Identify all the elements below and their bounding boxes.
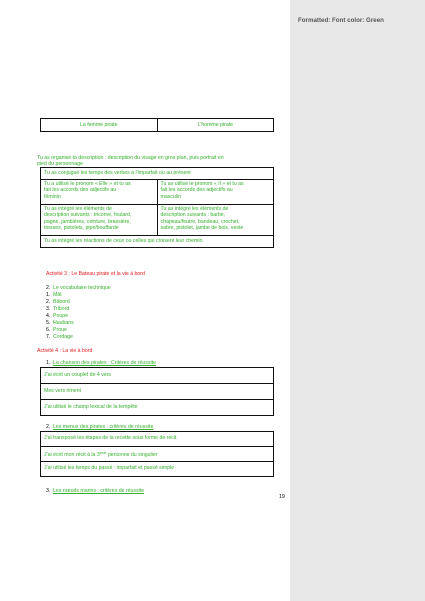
vocab-item: 1. Mât xyxy=(46,292,62,298)
elements-femme-cell: Tu as intégré les éléments de description suivants : tricorne, foulard, pagne, jambières, ceinture, brassière, tresses, pistolets, pipe/bouffarde xyxy=(41,205,158,236)
vocab-heading: 2. Le vocabulaire technique xyxy=(46,285,111,291)
menus-row: J'ai transposé les étapes de la recette sous forme de récit xyxy=(41,432,274,447)
menus-heading: 2. Les menus des pirates : critères de réussite xyxy=(46,424,154,430)
chanson-heading: 1. La chanson des pirates : Critères de réussite xyxy=(46,360,156,366)
activite4-title: Activité 4 : La vie à bord xyxy=(37,348,93,354)
noeuds-heading: 3. Les nœuds marins : critères de réussite xyxy=(46,488,145,494)
homme-pirate-cell: L'homme pirate xyxy=(157,119,274,132)
activite3-title: Activité 3 : Le Bateau pirate et la vie à bord xyxy=(46,271,145,277)
elements-homme-cell: Tu as intégré les éléments de description suivants : barbe, chapeau/feutre, bandeau, crochet, sabre, pistolet, jambe de bois, veste xyxy=(157,205,274,236)
femme-pirate-cell: La femme pirate xyxy=(41,119,158,132)
conjugue-row: Tu as conjugué les temps des verbes à l'imparfait ou au présent xyxy=(41,168,274,180)
vocab-item: 6. Proue xyxy=(46,327,67,333)
vocab-item: 3. Tribord xyxy=(46,306,70,312)
page-number: 19 xyxy=(279,494,285,500)
chanson-criteria-table xyxy=(40,367,274,416)
pronom-il-cell: Tu as utilisé le pronom « Il » et tu as fait les accords des adjectifs au masculin xyxy=(157,180,274,205)
comments-sidebar xyxy=(290,0,425,601)
chanson-row: J'ai utilisé le champ lexical de la tempête xyxy=(41,400,274,416)
vocab-item: 7. Cordage xyxy=(46,334,73,340)
vocab-item: 5. Haubans xyxy=(46,320,74,326)
menus-row: J'ai utilisé les temps du passé : imparfait et passé simple xyxy=(41,462,274,477)
formatting-comment: Formatted: Font color: Green xyxy=(298,17,384,24)
description-intro-line1: Tu as organisé ta description : description du visage en gros plan, puis portrait en xyxy=(37,155,224,161)
pirate-table xyxy=(40,118,274,132)
pronom-elle-cell: Tu a utilisé le pronom « Elle » et tu as fait les accords des adjectifs au féminin xyxy=(41,180,158,205)
description-intro-line2: pied du personnage xyxy=(37,161,83,167)
vocab-item: 2. Bâbord xyxy=(46,299,70,305)
menus-criteria-table xyxy=(40,431,274,477)
chanson-row: Mes vers riment xyxy=(41,384,274,400)
menus-row: J'ai écrit mon récit à la 3ème personne du singulier xyxy=(41,447,274,462)
reactions-row: Tu as intégré les réactions de ceux ou celles qui croisent leur chemin. xyxy=(41,236,274,248)
vocab-item: 4. Poupe xyxy=(46,313,69,319)
chanson-row: J'ai écrit un couplet de 4 vers xyxy=(41,368,274,384)
description-criteria-table xyxy=(40,167,274,248)
